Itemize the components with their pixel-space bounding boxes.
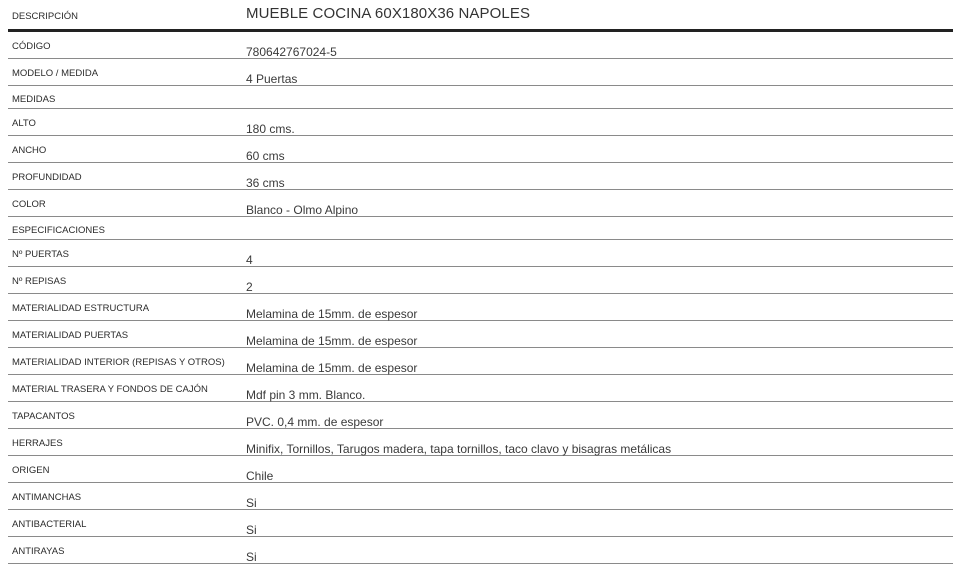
spec-value — [246, 86, 953, 99]
spec-row-doors-material — [8, 321, 953, 348]
spec-label: ANTIMANCHAS — [12, 492, 82, 503]
spec-label: MODELO / MEDIDA — [12, 68, 99, 79]
spec-value: Si — [246, 550, 257, 564]
spec-row-hardware — [8, 429, 953, 456]
spec-label: ANCHO — [12, 145, 47, 156]
spec-row-height — [8, 109, 953, 136]
spec-row-origin — [8, 456, 953, 483]
spec-row-depth — [8, 163, 953, 190]
spec-value: Si — [246, 496, 257, 510]
spec-label: PROFUNDIDAD — [12, 172, 82, 183]
spec-row-anti-stain — [8, 483, 953, 510]
spec-label: HERRAJES — [12, 438, 63, 449]
spec-value: 180 cms. — [246, 122, 295, 136]
spec-value: Mdf pin 3 mm. Blanco. — [246, 388, 366, 402]
spec-label: DESCRIPCIÓN — [12, 11, 78, 22]
spec-label: MATERIALIDAD ESTRUCTURA — [12, 303, 150, 314]
spec-value: Melamina de 15mm. de espesor — [246, 361, 418, 375]
spec-label: Nº PUERTAS — [12, 249, 69, 260]
spec-row-code — [8, 32, 953, 59]
spec-value: Melamina de 15mm. de espesor — [246, 307, 418, 321]
spec-label: MATERIAL TRASERA Y FONDOS DE CAJÓN — [12, 384, 208, 395]
spec-label: COLOR — [12, 199, 46, 210]
section-label: ESPECIFICACIONES — [12, 225, 105, 236]
product-title: MUEBLE COCINA 60X180X36 NAPOLES — [246, 5, 531, 22]
spec-row-back-material — [8, 375, 953, 402]
spec-label: MATERIALIDAD PUERTAS — [12, 330, 129, 341]
spec-value: 780642767024-5 — [246, 45, 337, 59]
spec-row-antibacterial — [8, 510, 953, 537]
spec-label: CÓDIGO — [12, 41, 51, 52]
spec-value: Minifix, Tornillos, Tarugos madera, tapa tornillos, taco clavo y bisagras metálicas — [246, 442, 672, 456]
spec-value — [246, 217, 953, 230]
spec-row-model — [8, 59, 953, 86]
spec-label: ANTIRAYAS — [12, 546, 65, 557]
spec-row-width — [8, 136, 953, 163]
product-spec-table — [8, 0, 953, 564]
spec-value: 4 — [246, 253, 253, 267]
spec-label: ORIGEN — [12, 465, 50, 476]
spec-row-structure-material — [8, 294, 953, 321]
spec-value: 36 cms — [246, 176, 285, 190]
spec-value: 60 cms — [246, 149, 285, 163]
spec-section-measures — [8, 86, 953, 109]
spec-row-anti-scratch — [8, 537, 953, 564]
spec-value: PVC. 0,4 mm. de espesor — [246, 415, 384, 429]
spec-row-color — [8, 190, 953, 217]
spec-row-interior-material — [8, 348, 953, 375]
spec-value: Chile — [246, 469, 274, 483]
spec-row-edging — [8, 402, 953, 429]
spec-label: ANTIBACTERIAL — [12, 519, 87, 530]
spec-label: ALTO — [12, 118, 36, 129]
spec-label: TAPACANTOS — [12, 411, 75, 422]
section-label: MEDIDAS — [12, 94, 56, 105]
spec-value: 4 Puertas — [246, 72, 298, 86]
spec-value: Si — [246, 523, 257, 537]
spec-label: MATERIALIDAD INTERIOR (REPISAS Y OTROS) — [12, 357, 225, 368]
spec-value: Blanco - Olmo Alpino — [246, 203, 359, 217]
spec-value: 2 — [246, 280, 253, 294]
spec-section-specifications — [8, 217, 953, 240]
spec-row-doors — [8, 240, 953, 267]
spec-label: Nº REPISAS — [12, 276, 67, 287]
spec-value: Melamina de 15mm. de espesor — [246, 334, 418, 348]
spec-row-description — [8, 0, 953, 32]
spec-row-shelves — [8, 267, 953, 294]
